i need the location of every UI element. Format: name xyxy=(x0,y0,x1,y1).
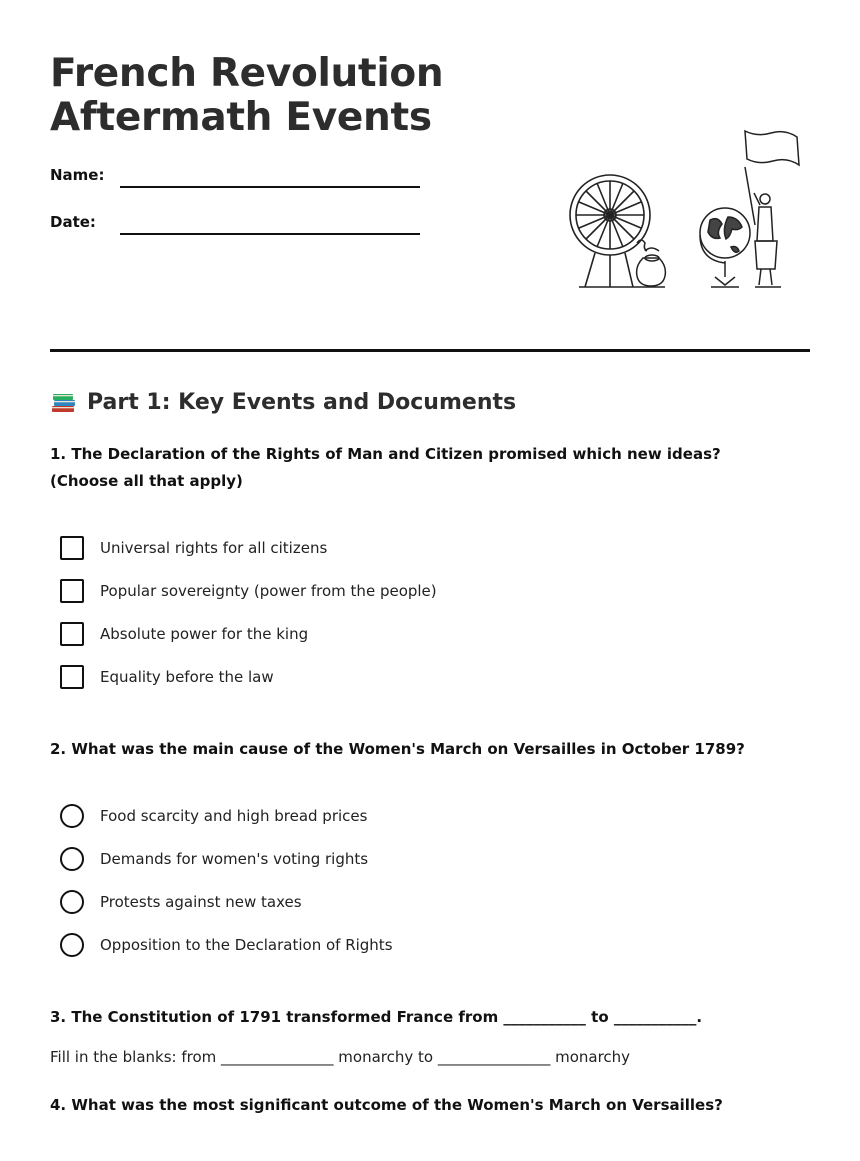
section-heading-text: Part 1: Key Events and Documents xyxy=(87,389,517,415)
q1-option-1[interactable] xyxy=(60,535,327,561)
option-label: Demands for women's voting rights xyxy=(100,850,369,868)
q2-option-4[interactable] xyxy=(60,932,393,958)
section-heading-part1 xyxy=(50,388,516,416)
option-label: Universal rights for all citizens xyxy=(100,539,328,557)
q2-option-2[interactable] xyxy=(60,846,368,872)
name-label: Name: xyxy=(50,166,105,184)
checkbox[interactable] xyxy=(60,665,84,689)
revolution-illustration xyxy=(565,125,800,295)
globe-icon xyxy=(700,208,750,287)
radio-button[interactable] xyxy=(60,890,84,914)
name-field-line[interactable] xyxy=(120,186,420,188)
date-field-line[interactable] xyxy=(120,233,420,235)
date-label: Date: xyxy=(50,213,96,231)
q1-option-3[interactable] xyxy=(60,621,308,647)
option-label: Equality before the law xyxy=(100,668,274,686)
option-label: Absolute power for the king xyxy=(100,625,309,643)
question-2: 2. What was the main cause of the Women's March on Versailles in October 1789? xyxy=(50,740,745,758)
q1-option-2[interactable] xyxy=(60,578,437,604)
q2-option-1[interactable] xyxy=(60,803,367,829)
spinning-wheel-icon xyxy=(570,175,650,287)
worksheet-page xyxy=(50,0,810,1161)
question-1: 1. The Declaration of the Rights of Man and Citizen promised which new ideas? (Choose all that apply) xyxy=(50,445,721,490)
question-3: 3. The Constitution of 1791 transformed France from ___________ to ___________. xyxy=(50,1008,703,1026)
fill-in-blank-line[interactable]: Fill in the blanks: from _______________ monarchy to _______________ monarchy xyxy=(50,1048,631,1066)
option-label: Popular sovereignty (power from the people) xyxy=(100,582,437,600)
title-line-2: Aftermath Events xyxy=(50,95,432,140)
radio-button[interactable] xyxy=(60,933,84,957)
q2-option-3[interactable] xyxy=(60,889,302,915)
option-label: Opposition to the Declaration of Rights xyxy=(100,936,393,954)
books-icon xyxy=(50,388,78,416)
checkbox[interactable] xyxy=(60,622,84,646)
question-4: 4. What was the most significant outcome of the Women's March on Versailles? xyxy=(50,1096,723,1114)
title-line-1: French Revolution xyxy=(50,51,444,96)
option-label: Protests against new taxes xyxy=(100,893,302,911)
flag-bearer-icon xyxy=(745,131,799,287)
option-label: Food scarcity and high bread prices xyxy=(100,807,368,825)
radio-button[interactable] xyxy=(60,847,84,871)
checkbox[interactable] xyxy=(60,579,84,603)
worksheet-title xyxy=(50,52,550,140)
radio-button[interactable] xyxy=(60,804,84,828)
q1-option-4[interactable] xyxy=(60,664,274,690)
header-divider xyxy=(50,349,810,352)
vase-icon xyxy=(637,240,666,287)
checkbox[interactable] xyxy=(60,536,84,560)
